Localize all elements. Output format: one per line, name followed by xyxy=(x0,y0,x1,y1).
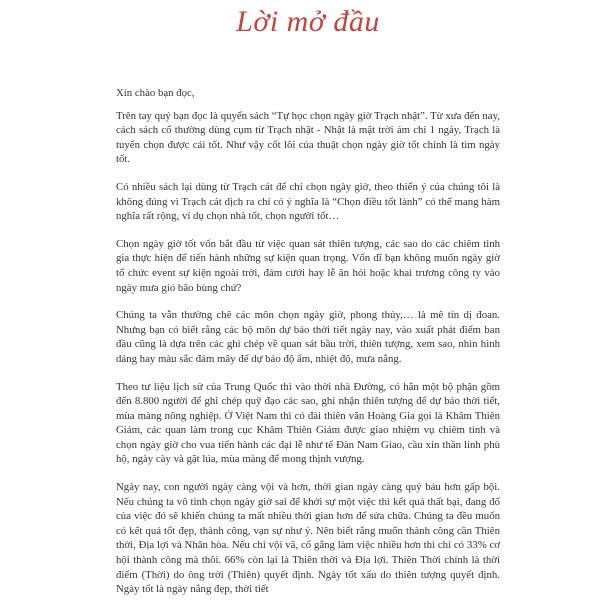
greeting-paragraph: Xin chào bạn đọc, xyxy=(116,87,195,99)
body-paragraph: Ngày nay, con người ngày càng vội và hơn, thời gian ngày càng quý báu hơn gấp bội. Nếu chúng ta vô tình chọn ngày giờ sai để khởi sự một việc thì kết quả thất bại, đang đổ của việc đó sẽ khiến chúng ta mất nhiều thời gian hơn để sửa chữa. Chúng ta đều muốn có kết quả tốt đẹp, thành công, vạn sự như ý. Nên biết rằng muốn thành công cần Thiên thời, Địa lợi và Nhân hòa. Nếu chỉ vội vã, cố gắng làm việc nhiều hơn thì chỉ có 33% cơ hội thành công mà thôi. 66% còn lại là Thiên thời và Địa lợi. Thiên Thời chính là thời điểm (Thời) do ông trời (Thiên) quyết định. Ngày tốt xấu do thiên tượng quyết định. Ngày tốt là ngày nắng đẹp, thời tiết xyxy=(116,481,500,596)
body-paragraph: Theo tư liệu lịch sử của Trung Quốc thì vào thời nhà Đường, có hẳn một bộ phận gồm đến 8.800 người để ghi chép quỹ đạo các sao, ghi nhận thiên tượng để dự báo thời tiết, mùa màng nông nghiệp. Ở Việt Nam thì có đài thiên văn Hoàng Gia gọi là Khâm Thiên Giám, các quan làm trong cục Khâm Thiên Giám được giao nhiệm vụ chiêm tinh và chọn ngày giờ cho vua tiến hành các đại lễ như tế Đàn Nam Giao, cầu xin thần linh phù hộ, ngày cày và gặt lúa, mùa màng để mong thịnh vượng. xyxy=(116,380,500,466)
body-paragraph: Có nhiều sách lại dùng từ Trạch cát để chỉ chọn ngày giờ, theo thiển ý của chúng tôi là không đúng vì Trạch cát dịch ra chỉ có ý nghĩa là “Chọn điều tốt lành” có thể mang hàm nghĩa rất rộng, ví dụ chọn nhà tốt, chọn người tốt… xyxy=(116,180,500,223)
body-paragraph: Chọn ngày giờ tốt vốn bắt đầu từ việc quan sát thiên tượng, các sao do các chiêm tinh gia thực hiện để tiến hành những sự kiện quan trọng. Vốn dĩ bạn không muốn ngày giờ tổ chức event sự kiện ngoài trời, đám cưới hay lễ ăn hỏi hoặc khai trương công ty vào ngày mưa gió bão bùng chứ? xyxy=(116,237,500,294)
page-body xyxy=(116,86,500,597)
page-title: Lời mở đầu xyxy=(236,5,380,38)
body-paragraph: Chúng ta vẫn thường chê các môn chọn ngày giờ, phong thủy,… là mê tín dị đoan. Nhưng bạn có biết rằng các bộ môn dự báo thời tiết ngày nay, vào xuất phát điểm ban đầu cũng là dựa trên các ghi chép về quan sát bầu trời, thiên tượng, xem sao, nhìn hình dáng hay màu sắc đám mây để dự báo độ ẩm, nhiệt độ, mưa nắng. xyxy=(116,309,500,365)
body-paragraph: Trên tay quý bạn đọc là quyển sách “Tự học chọn ngày giờ Trạch nhật”. Từ xưa đến nay, cách sách cổ thường dùng cụm từ Trạch nhật - Nhật là mặt trời ám chỉ 1 ngày, Trạch là tuyển chọn được cái tốt. Như vậy cốt lõi của thuật chọn ngày giờ tốt chính là tìm ngày tốt. xyxy=(116,109,500,166)
